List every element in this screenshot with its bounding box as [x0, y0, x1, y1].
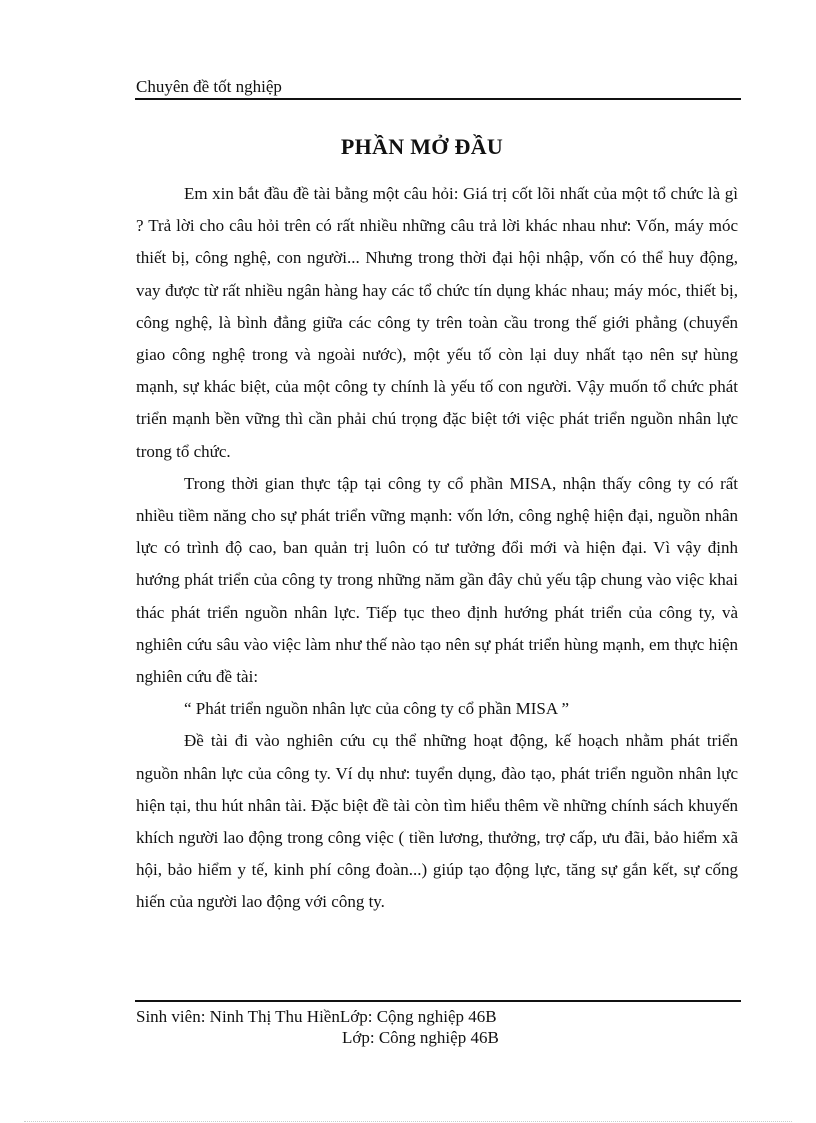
footer-rule: [135, 1000, 741, 1002]
page-title: PHẦN MỞ ĐẦU: [340, 134, 504, 159]
footer-student-line: Sinh viên: Ninh Thị Thu HiềnLớp: Cộng nghiệp 46B: [136, 1007, 497, 1026]
paragraph-internship: Trong thời gian thực tập tại công ty cổ phần MISA, nhận thấy công ty có rất nhiều tiềm năng cho sự phát triển vững mạnh: vốn lớn, công nghệ hiện đại, nguồn nhân lực có trình độ cao, ban quản trị luôn có tư tưởng đổi mới và hiện đại. Vì vậy định hướng phát triển của công ty trong những năm gần đây chủ yếu tập chung vào việc khai thác phát triển nguồn nhân lực. Tiếp tục theo định hướng phát triển của công ty, và nghiên cứu sâu vào việc làm như thế nào tạo nên sự phát triển hùng mạnh, em thực hiện nghiên cứu đề tài:: [136, 473, 738, 687]
paragraph-scope: Đề tài đi vào nghiên cứu cụ thể những hoạt động, kế hoạch nhằm phát triển nguồn nhân lực của công ty. Ví dụ như: tuyển dụng, đào tạo, phát triển nguồn nhân lực hiện tại, thu hút nhân tài. Đặc biệt đề tài còn tìm hiểu thêm về những chính sách khuyến khích người lao động trong công việc ( tiền lương, thưởng, trợ cấp, ưu đãi, bảo hiểm xã hội, bảo hiểm y tế, kinh phí công đoàn...) giúp tạo động lực, tăng sự gắn kết, sự cống hiến của người lao động với công ty.: [136, 731, 738, 912]
document-body: [136, 178, 738, 919]
header-rule: [135, 98, 741, 100]
topic-quote: “ Phát triển nguồn nhân lực của công ty cổ phần MISA ”: [184, 699, 570, 719]
footer-class-line: Lớp: Công nghiệp 46B: [342, 1028, 499, 1047]
paragraph-intro: Em xin bắt đầu đề tài bằng một câu hỏi: Giá trị cốt lõi nhất của một tổ chức là gì ? Trả lời cho câu hỏi trên có rất nhiều những câu trả lời khác nhau như: Vốn, máy móc thiết bị, công nghệ, con người... Nhưng trong thời đại hội nhập, vốn có thể huy động, vay được từ rất nhiều ngân hàng hay các tổ chức tín dụng khác nhau; máy móc, thiết bị, công nghệ, là bình đẳng giữa các công ty trên toàn cầu trong thế giới phẳng (chuyển giao công nghệ trong và ngoài nước), một yếu tố còn lại duy nhất tạo nên sự hùng mạnh, sự khác biệt, của một công ty chính là yếu tố con người. Vậy muốn tổ chức phát triển mạnh bền vững thì cần phải chú trọng đặc biệt tới việc phát triển nguồn nhân lực trong tổ chức.: [136, 184, 738, 461]
page-bottom-edge: [24, 1121, 792, 1122]
running-header: Chuyên đề tốt nghiệp: [136, 77, 282, 96]
